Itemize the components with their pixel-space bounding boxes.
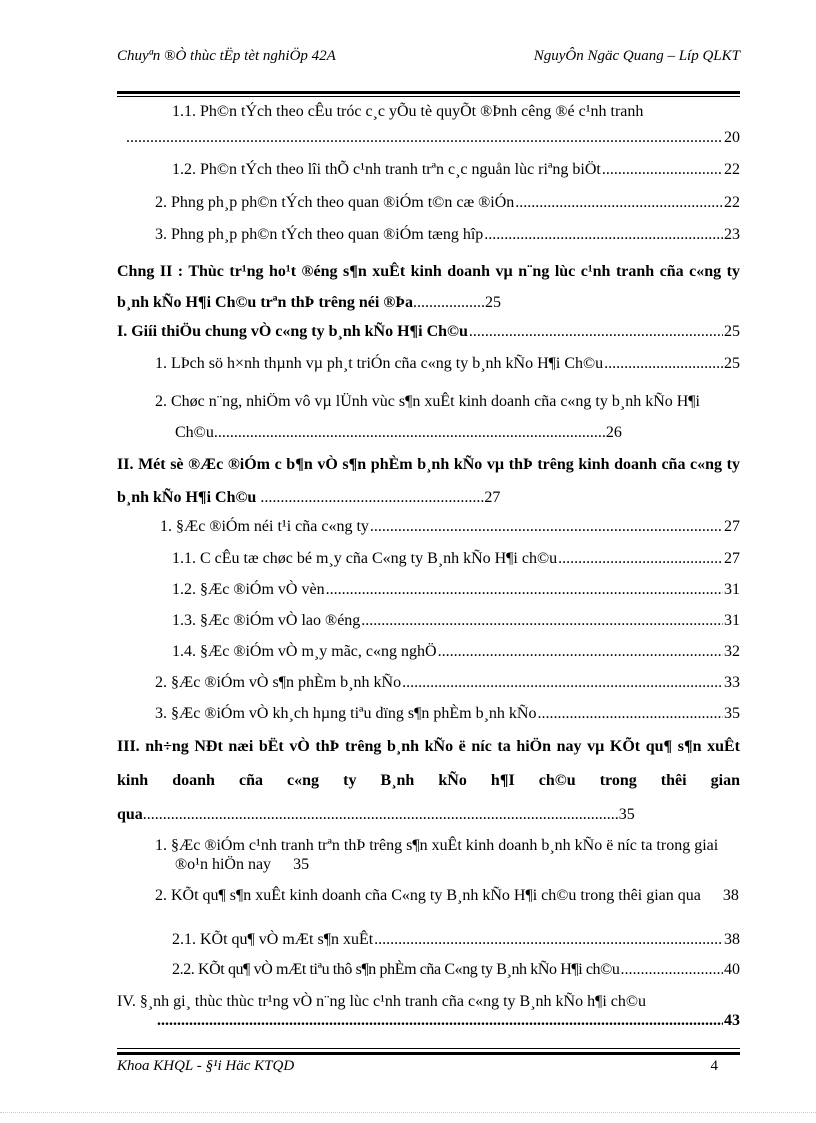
footer-rule-thin: [117, 1048, 740, 1049]
toc-section-III[interactable]: III. nh÷ng NÐt næi bËt vÒ thÞ trêng b¸nh kÑo ë níc ta hiÖn nay vµ KÕt qu¶ s¶n xuÊt kinh doanh cña c«ng ty B¸nh kÑo h¶I ch©u trong thêi gian qua.......................................................................................................................35: [117, 738, 740, 823]
toc-entry-II-3[interactable]: 3. §Æc ®iÓm vÒ kh¸ch hµng tiªu dïng s¶n phÈm b¸nh kÑo ..... 35: [155, 704, 740, 724]
toc-entry-III-2[interactable]: 2. KÕt qu¶ s¶n xuÊt kinh doanh cña C«ng ty B¸nh kÑo H¶i ch©u trong thêi gian qua 38: [155, 887, 739, 904]
toc-entry-2[interactable]: 2. Phng ph¸p ph©n tÝch theo quan ®iÓm t©n cæ ®iÓn ..... 22: [155, 193, 740, 213]
toc-entry-II-1-1[interactable]: 1.1. C cÊu tæ chøc bé m¸y cña C«ng ty B¸nh kÑo H¶i ch©u ..... 27: [172, 549, 740, 569]
toc-entry-II-2[interactable]: 2. §Æc ®iÓm vÒ s¶n phÈm b¸nh kÑo ..... 33: [155, 673, 740, 693]
page-bottom-edge: [0, 1112, 816, 1113]
toc-chapter-2[interactable]: Chng II : Thùc tr¹ng ho¹t ®éng s¶n xuÊt kinh doanh vµ n¨ng lùc c¹nh tranh cña c«ng ty b¸nh kÑo H¶i Ch©u trªn thÞ trêng néi ®Þa..................25: [117, 263, 740, 311]
header-rule: [117, 91, 740, 94]
toc-entry-II-1[interactable]: 1. §Æc ®iÓm néi t¹i cña c«ng ty ..... 27: [160, 517, 740, 537]
footer-left: Khoa KHQL - §¹i Häc KTQD: [117, 1058, 295, 1074]
toc-entry-I-1[interactable]: 1. LÞch sö h×nh thµnh vµ ph¸t triÓn cña c«ng ty b¸nh kÑo H¶i Ch©u ..... 25: [155, 354, 740, 374]
toc-entry-II-1-4[interactable]: 1.4. §Æc ®iÓm vÒ m¸y mãc, c«ng nghÖ ..... 32: [172, 642, 740, 662]
toc-page: 20: [724, 129, 740, 146]
toc-entry-II-1-3[interactable]: 1.3. §Æc ®iÓm vÒ lao ®éng ..... 31: [172, 611, 740, 631]
toc-entry-III-2-2[interactable]: 2.2. KÕt qu¶ vÒ mÆt tiªu thô s¶n phÈm cña C«ng ty B¸nh kÑo H¶i ch©u ..... 40: [172, 960, 740, 980]
toc-entry-1-1[interactable]: 1.1. Ph©n tÝch theo cÊu tróc c¸c yÕu tè quyÕt ®Þnh cêng ®é c¹nh tranh ..... 20: [117, 96, 740, 150]
header-left: Chuyªn ®Ò thùc tËp tèt nghiÖp 42A: [117, 48, 336, 64]
toc-entry-III-2-1[interactable]: 2.1. KÕt qu¶ vÒ mÆt s¶n xuÊt ..... 38: [172, 930, 740, 950]
toc-entry-1-2[interactable]: 1.2. Ph©n tÝch theo lîi thÕ c¹nh tranh trªn c¸c nguån lùc riªng biÖt ..... 22: [172, 160, 740, 180]
toc-entry-II-1-2[interactable]: 1.2. §Æc ®iÓm vÒ vèn ..... 31: [172, 580, 740, 600]
page-number: 4: [710, 1058, 718, 1074]
toc-entry-III-1[interactable]: 1. §Æc ®iÓm c¹nh tranh trªn thÞ trêng s¶n xuÊt kinh doanh b¸nh kÑo ë níc ta trong giai ®o¹n hiÖn nay 35: [155, 837, 719, 873]
header-right: NguyÔn Ngäc Quang – Líp QLKT: [533, 48, 740, 64]
toc-section-II[interactable]: II. Mét sè ®Æc ®iÓm c b¶n vÒ s¶n phÈm b¸nh kÑo vµ thÞ trêng kinh doanh cña c«ng ty b¸nh kÑo H¶i Ch©u ........................................................27: [117, 456, 740, 506]
toc-entry-I-2[interactable]: 2. Chøc n¨ng, nhiÖm vô vµ lÜnh vùc s¶n xuÊt kinh doanh cña c«ng ty b¸nh kÑo H¶i Ch©u..................................................................................................26: [155, 393, 700, 441]
toc-entry-3[interactable]: 3. Phng ph¸p ph©n tÝch theo quan ®iÓm tæng hîp ..... 23: [155, 225, 740, 245]
toc-section-IV[interactable]: IV. §¸nh gi¸ thùc thùc tr¹ng vÒ n¨ng lùc c¹nh tranh cña c«ng ty B¸nh kÑo h¶i ch©u ..... 43: [117, 992, 740, 1030]
toc-section-I[interactable]: I. Giíi thiÖu chung vÒ c«ng ty b¸nh kÑo H¶i Ch©u ..... 25: [117, 322, 740, 342]
footer-rule: [117, 1052, 740, 1055]
